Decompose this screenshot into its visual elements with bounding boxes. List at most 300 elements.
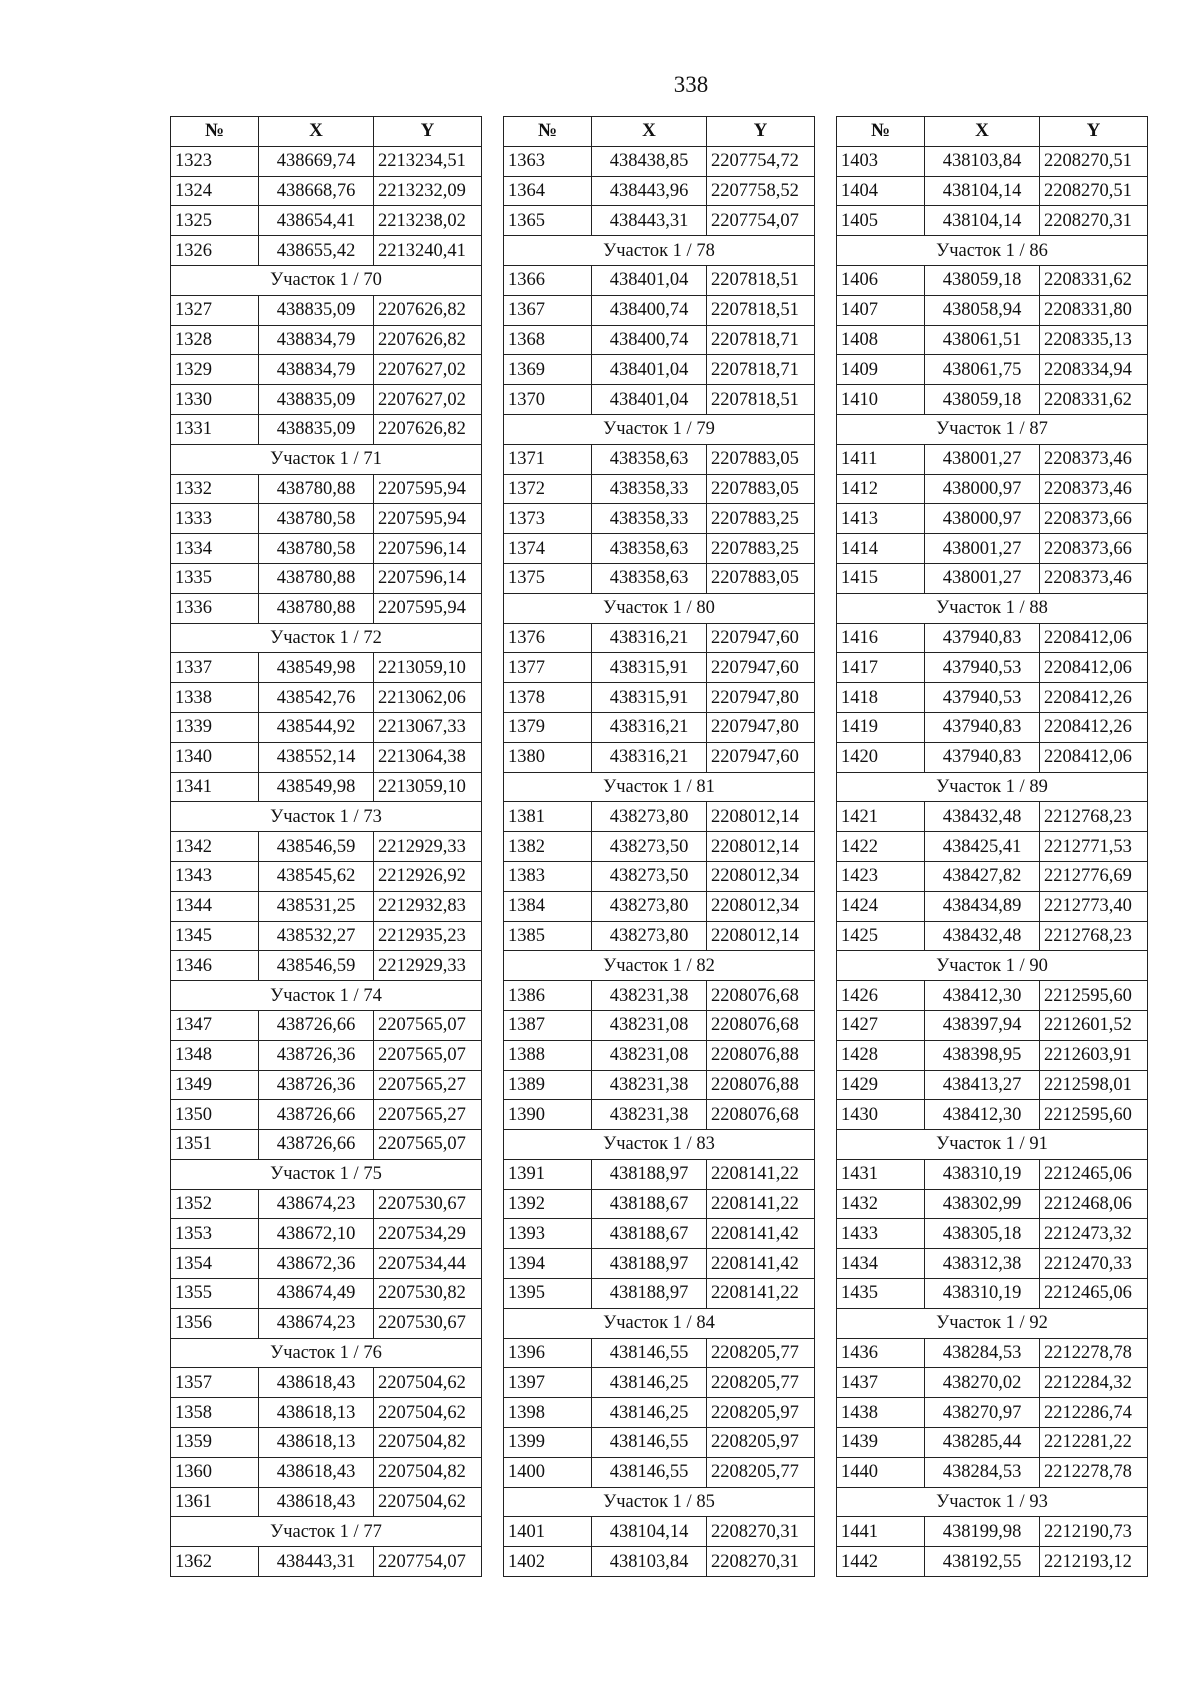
y-coordinate-cell: 2208012,34 (707, 861, 815, 891)
y-coordinate-cell: 2207504,62 (374, 1487, 482, 1517)
section-row (171, 802, 482, 832)
y-coordinate-cell: 2207818,51 (707, 385, 815, 415)
section-row (504, 1308, 815, 1338)
point-number-cell: 1401 (504, 1517, 592, 1547)
section-title: Участок 1 / 85 (504, 1487, 815, 1517)
point-number-cell: 1338 (171, 683, 259, 713)
x-coordinate-cell: 438192,55 (925, 1547, 1040, 1577)
table-row (171, 1308, 482, 1338)
x-coordinate-cell: 438401,04 (592, 355, 707, 385)
point-number-cell: 1408 (837, 325, 925, 355)
y-coordinate-cell: 2208270,31 (707, 1517, 815, 1547)
x-coordinate-cell: 438544,92 (259, 712, 374, 742)
table-row (504, 444, 815, 474)
y-coordinate-cell: 2212468,06 (1040, 1189, 1148, 1219)
x-coordinate-cell: 438146,25 (592, 1398, 707, 1428)
table-row (171, 832, 482, 862)
table-row (171, 772, 482, 802)
y-coordinate-cell: 2207565,07 (374, 1010, 482, 1040)
x-coordinate-cell: 438780,88 (259, 563, 374, 593)
point-number-cell: 1335 (171, 563, 259, 593)
y-coordinate-cell: 2207883,25 (707, 534, 815, 564)
table-row (504, 1428, 815, 1458)
table-header-row (504, 117, 815, 147)
point-number-cell: 1324 (171, 176, 259, 206)
y-coordinate-cell: 2213059,10 (374, 772, 482, 802)
x-coordinate-cell: 438780,88 (259, 593, 374, 623)
table-row (837, 981, 1148, 1011)
y-coordinate-cell: 2207818,71 (707, 325, 815, 355)
x-coordinate-cell: 438000,97 (925, 504, 1040, 534)
y-coordinate-cell: 2213062,06 (374, 683, 482, 713)
section-row (837, 772, 1148, 802)
table-row (171, 146, 482, 176)
point-number-cell: 1352 (171, 1189, 259, 1219)
section-row (837, 1308, 1148, 1338)
point-number-cell: 1379 (504, 712, 592, 742)
y-coordinate-cell: 2212929,33 (374, 832, 482, 862)
table-row (171, 1249, 482, 1279)
table-row (837, 861, 1148, 891)
point-number-cell: 1333 (171, 504, 259, 534)
point-number-cell: 1343 (171, 861, 259, 891)
point-number-cell: 1404 (837, 176, 925, 206)
x-coordinate-cell: 438432,48 (925, 921, 1040, 951)
point-number-cell: 1362 (171, 1547, 259, 1577)
y-coordinate-cell: 2208373,46 (1040, 563, 1148, 593)
table-row (171, 891, 482, 921)
x-coordinate-cell: 438549,98 (259, 653, 374, 683)
y-coordinate-cell: 2208412,06 (1040, 623, 1148, 653)
y-coordinate-cell: 2212926,92 (374, 861, 482, 891)
table-row (837, 1279, 1148, 1309)
y-coordinate-cell: 2212776,69 (1040, 861, 1148, 891)
table-row (837, 1547, 1148, 1577)
table-row (837, 474, 1148, 504)
y-coordinate-cell: 2208205,77 (707, 1457, 815, 1487)
section-title: Участок 1 / 89 (837, 772, 1148, 802)
x-coordinate-cell: 438001,27 (925, 563, 1040, 593)
x-coordinate-cell: 438103,84 (592, 1547, 707, 1577)
y-coordinate-cell: 2212598,01 (1040, 1070, 1148, 1100)
y-coordinate-cell: 2208076,68 (707, 1100, 815, 1130)
table-row (837, 623, 1148, 653)
section-row (504, 593, 815, 623)
table-row (837, 1189, 1148, 1219)
point-number-cell: 1393 (504, 1219, 592, 1249)
y-coordinate-cell: 2212935,23 (374, 921, 482, 951)
x-coordinate-cell: 438674,49 (259, 1279, 374, 1309)
x-coordinate-cell: 438059,18 (925, 385, 1040, 415)
header-number: № (171, 117, 259, 147)
y-coordinate-cell: 2208141,22 (707, 1159, 815, 1189)
x-coordinate-cell: 438358,33 (592, 504, 707, 534)
table-row (504, 981, 815, 1011)
x-coordinate-cell: 438273,50 (592, 861, 707, 891)
table-row (171, 653, 482, 683)
table-row (837, 1040, 1148, 1070)
section-title: Участок 1 / 90 (837, 951, 1148, 981)
y-coordinate-cell: 2207627,02 (374, 385, 482, 415)
point-number-cell: 1412 (837, 474, 925, 504)
coordinates-table-middle (503, 116, 815, 1577)
table-row (504, 1338, 815, 1368)
table-row (504, 206, 815, 236)
x-coordinate-cell: 438315,91 (592, 683, 707, 713)
table-row (504, 1457, 815, 1487)
y-coordinate-cell: 2213067,33 (374, 712, 482, 742)
table-row (504, 742, 815, 772)
y-coordinate-cell: 2212278,78 (1040, 1457, 1148, 1487)
table-row (504, 534, 815, 564)
point-number-cell: 1436 (837, 1338, 925, 1368)
point-number-cell: 1357 (171, 1368, 259, 1398)
point-number-cell: 1397 (504, 1368, 592, 1398)
point-number-cell: 1349 (171, 1070, 259, 1100)
table-row (504, 802, 815, 832)
point-number-cell: 1342 (171, 832, 259, 862)
section-title: Участок 1 / 91 (837, 1130, 1148, 1160)
point-number-cell: 1433 (837, 1219, 925, 1249)
y-coordinate-cell: 2207818,51 (707, 265, 815, 295)
point-number-cell: 1426 (837, 981, 925, 1011)
section-title: Участок 1 / 87 (837, 414, 1148, 444)
x-coordinate-cell: 437940,53 (925, 683, 1040, 713)
section-row (504, 772, 815, 802)
point-number-cell: 1411 (837, 444, 925, 474)
point-number-cell: 1340 (171, 742, 259, 772)
section-title: Участок 1 / 77 (171, 1517, 482, 1547)
x-coordinate-cell: 438545,62 (259, 861, 374, 891)
table-row (171, 295, 482, 325)
x-coordinate-cell: 438438,85 (592, 146, 707, 176)
table-row (171, 504, 482, 534)
point-number-cell: 1428 (837, 1040, 925, 1070)
section-row (171, 1517, 482, 1547)
table-row (171, 414, 482, 444)
x-coordinate-cell: 438427,82 (925, 861, 1040, 891)
x-coordinate-cell: 438058,94 (925, 295, 1040, 325)
table-row (837, 563, 1148, 593)
y-coordinate-cell: 2212603,91 (1040, 1040, 1148, 1070)
table-row (837, 1010, 1148, 1040)
y-coordinate-cell: 2207504,82 (374, 1428, 482, 1458)
y-coordinate-cell: 2208412,26 (1040, 712, 1148, 742)
table-row (504, 355, 815, 385)
table-row (504, 653, 815, 683)
point-number-cell: 1345 (171, 921, 259, 951)
table-row (171, 1219, 482, 1249)
table-row (504, 1279, 815, 1309)
x-coordinate-cell: 438199,98 (925, 1517, 1040, 1547)
section-title: Участок 1 / 71 (171, 444, 482, 474)
y-coordinate-cell: 2207596,14 (374, 563, 482, 593)
y-coordinate-cell: 2207565,07 (374, 1130, 482, 1160)
x-coordinate-cell: 438835,09 (259, 414, 374, 444)
table-row (837, 1338, 1148, 1368)
point-number-cell: 1356 (171, 1308, 259, 1338)
table-row (171, 1070, 482, 1100)
y-coordinate-cell: 2213232,09 (374, 176, 482, 206)
table-row (837, 742, 1148, 772)
x-coordinate-cell: 438618,43 (259, 1368, 374, 1398)
table-row (171, 1100, 482, 1130)
x-coordinate-cell: 438531,25 (259, 891, 374, 921)
table-row (837, 444, 1148, 474)
point-number-cell: 1359 (171, 1428, 259, 1458)
section-row (171, 444, 482, 474)
point-number-cell: 1380 (504, 742, 592, 772)
point-number-cell: 1396 (504, 1338, 592, 1368)
section-row (504, 1130, 815, 1160)
y-coordinate-cell: 2208205,77 (707, 1368, 815, 1398)
y-coordinate-cell: 2207818,71 (707, 355, 815, 385)
table-row (171, 236, 482, 266)
y-coordinate-cell: 2213238,02 (374, 206, 482, 236)
y-coordinate-cell: 2207530,67 (374, 1189, 482, 1219)
table-row (171, 1487, 482, 1517)
point-number-cell: 1394 (504, 1249, 592, 1279)
point-number-cell: 1407 (837, 295, 925, 325)
x-coordinate-cell: 437940,53 (925, 653, 1040, 683)
table-row (504, 921, 815, 951)
point-number-cell: 1336 (171, 593, 259, 623)
y-coordinate-cell: 2212190,73 (1040, 1517, 1148, 1547)
section-row (504, 1487, 815, 1517)
table-row (837, 832, 1148, 862)
x-coordinate-cell: 438146,55 (592, 1457, 707, 1487)
table-row (504, 1398, 815, 1428)
point-number-cell: 1368 (504, 325, 592, 355)
y-coordinate-cell: 2207565,07 (374, 1040, 482, 1070)
y-coordinate-cell: 2208270,51 (1040, 176, 1148, 206)
x-coordinate-cell: 438305,18 (925, 1219, 1040, 1249)
section-row (171, 981, 482, 1011)
y-coordinate-cell: 2207947,60 (707, 623, 815, 653)
x-coordinate-cell: 438834,79 (259, 355, 374, 385)
point-number-cell: 1376 (504, 623, 592, 653)
x-coordinate-cell: 438273,80 (592, 802, 707, 832)
section-title: Участок 1 / 86 (837, 236, 1148, 266)
y-coordinate-cell: 2207504,62 (374, 1398, 482, 1428)
y-coordinate-cell: 2212278,78 (1040, 1338, 1148, 1368)
section-row (837, 1487, 1148, 1517)
y-coordinate-cell: 2207883,05 (707, 474, 815, 504)
header-number: № (504, 117, 592, 147)
y-coordinate-cell: 2207947,60 (707, 653, 815, 683)
y-coordinate-cell: 2213059,10 (374, 653, 482, 683)
x-coordinate-cell: 437940,83 (925, 712, 1040, 742)
table-row (837, 653, 1148, 683)
section-row (837, 951, 1148, 981)
table-row (837, 1100, 1148, 1130)
point-number-cell: 1367 (504, 295, 592, 325)
point-number-cell: 1431 (837, 1159, 925, 1189)
y-coordinate-cell: 2207947,60 (707, 742, 815, 772)
x-coordinate-cell: 438231,38 (592, 1070, 707, 1100)
table-row (837, 683, 1148, 713)
x-coordinate-cell: 438432,48 (925, 802, 1040, 832)
table-header-row (171, 117, 482, 147)
x-coordinate-cell: 438443,31 (259, 1547, 374, 1577)
x-coordinate-cell: 438412,30 (925, 1100, 1040, 1130)
section-row (171, 265, 482, 295)
point-number-cell: 1435 (837, 1279, 925, 1309)
table-header-row (837, 117, 1148, 147)
point-number-cell: 1377 (504, 653, 592, 683)
y-coordinate-cell: 2212193,12 (1040, 1547, 1148, 1577)
y-coordinate-cell: 2212768,23 (1040, 921, 1148, 951)
y-coordinate-cell: 2208373,46 (1040, 474, 1148, 504)
table-row (504, 176, 815, 206)
table-row (171, 325, 482, 355)
y-coordinate-cell: 2212473,32 (1040, 1219, 1148, 1249)
point-number-cell: 1395 (504, 1279, 592, 1309)
table-row (171, 176, 482, 206)
section-title: Участок 1 / 79 (504, 414, 815, 444)
y-coordinate-cell: 2212595,60 (1040, 1100, 1148, 1130)
point-number-cell: 1391 (504, 1159, 592, 1189)
x-coordinate-cell: 438273,80 (592, 921, 707, 951)
y-coordinate-cell: 2213064,38 (374, 742, 482, 772)
y-coordinate-cell: 2208331,80 (1040, 295, 1148, 325)
table-row (504, 385, 815, 415)
x-coordinate-cell: 438270,02 (925, 1368, 1040, 1398)
point-number-cell: 1403 (837, 146, 925, 176)
point-number-cell: 1348 (171, 1040, 259, 1070)
y-coordinate-cell: 2208012,34 (707, 891, 815, 921)
x-coordinate-cell: 438358,63 (592, 444, 707, 474)
y-coordinate-cell: 2208270,31 (707, 1547, 815, 1577)
section-title: Участок 1 / 70 (171, 265, 482, 295)
section-title: Участок 1 / 80 (504, 593, 815, 623)
point-number-cell: 1389 (504, 1070, 592, 1100)
x-coordinate-cell: 438104,14 (925, 176, 1040, 206)
x-coordinate-cell: 438146,55 (592, 1428, 707, 1458)
table-row (837, 1457, 1148, 1487)
x-coordinate-cell: 438001,27 (925, 444, 1040, 474)
y-coordinate-cell: 2208141,42 (707, 1219, 815, 1249)
point-number-cell: 1332 (171, 474, 259, 504)
table-row (504, 563, 815, 593)
x-coordinate-cell: 438618,13 (259, 1398, 374, 1428)
point-number-cell: 1392 (504, 1189, 592, 1219)
point-number-cell: 1323 (171, 146, 259, 176)
table-row (837, 1249, 1148, 1279)
y-coordinate-cell: 2207754,72 (707, 146, 815, 176)
table-row (504, 832, 815, 862)
header-x: X (259, 117, 374, 147)
y-coordinate-cell: 2207565,27 (374, 1100, 482, 1130)
point-number-cell: 1427 (837, 1010, 925, 1040)
table-row (171, 1368, 482, 1398)
table-row (837, 1517, 1148, 1547)
x-coordinate-cell: 438146,25 (592, 1368, 707, 1398)
point-number-cell: 1370 (504, 385, 592, 415)
x-coordinate-cell: 438401,04 (592, 265, 707, 295)
table-row (504, 1189, 815, 1219)
table-row (171, 1279, 482, 1309)
x-coordinate-cell: 438674,23 (259, 1189, 374, 1219)
table-row (837, 176, 1148, 206)
point-number-cell: 1418 (837, 683, 925, 713)
y-coordinate-cell: 2208412,26 (1040, 683, 1148, 713)
point-number-cell: 1329 (171, 355, 259, 385)
y-coordinate-cell: 2207758,52 (707, 176, 815, 206)
y-coordinate-cell: 2208331,62 (1040, 265, 1148, 295)
point-number-cell: 1442 (837, 1547, 925, 1577)
point-number-cell: 1420 (837, 742, 925, 772)
section-row (504, 414, 815, 444)
y-coordinate-cell: 2208331,62 (1040, 385, 1148, 415)
table-row (504, 1517, 815, 1547)
table-row (837, 295, 1148, 325)
point-number-cell: 1423 (837, 861, 925, 891)
point-number-cell: 1344 (171, 891, 259, 921)
section-title: Участок 1 / 92 (837, 1308, 1148, 1338)
section-title: Участок 1 / 75 (171, 1159, 482, 1189)
point-number-cell: 1385 (504, 921, 592, 951)
point-number-cell: 1414 (837, 534, 925, 564)
x-coordinate-cell: 438104,14 (592, 1517, 707, 1547)
page-number: 338 (673, 72, 709, 97)
x-coordinate-cell: 438273,50 (592, 832, 707, 862)
y-coordinate-cell: 2212771,53 (1040, 832, 1148, 862)
y-coordinate-cell: 2207883,25 (707, 504, 815, 534)
point-number-cell: 1328 (171, 325, 259, 355)
y-coordinate-cell: 2207596,14 (374, 534, 482, 564)
table-row (504, 683, 815, 713)
x-coordinate-cell: 438061,75 (925, 355, 1040, 385)
point-number-cell: 1350 (171, 1100, 259, 1130)
point-number-cell: 1358 (171, 1398, 259, 1428)
table-row (171, 1398, 482, 1428)
y-coordinate-cell: 2208270,31 (1040, 206, 1148, 236)
x-coordinate-cell: 438231,08 (592, 1010, 707, 1040)
section-title: Участок 1 / 84 (504, 1308, 815, 1338)
x-coordinate-cell: 438310,19 (925, 1159, 1040, 1189)
point-number-cell: 1437 (837, 1368, 925, 1398)
y-coordinate-cell: 2208334,94 (1040, 355, 1148, 385)
x-coordinate-cell: 438443,31 (592, 206, 707, 236)
point-number-cell: 1365 (504, 206, 592, 236)
point-number-cell: 1413 (837, 504, 925, 534)
table-row (837, 504, 1148, 534)
x-coordinate-cell: 437940,83 (925, 623, 1040, 653)
section-title: Участок 1 / 72 (171, 623, 482, 653)
section-title: Участок 1 / 74 (171, 981, 482, 1011)
section-row (171, 1338, 482, 1368)
y-coordinate-cell: 2207565,27 (374, 1070, 482, 1100)
x-coordinate-cell: 438655,42 (259, 236, 374, 266)
table-row (837, 1159, 1148, 1189)
y-coordinate-cell: 2208141,42 (707, 1249, 815, 1279)
table-row (504, 504, 815, 534)
section-row (504, 951, 815, 981)
point-number-cell: 1440 (837, 1457, 925, 1487)
point-number-cell: 1325 (171, 206, 259, 236)
x-coordinate-cell: 438726,36 (259, 1070, 374, 1100)
x-coordinate-cell: 438726,66 (259, 1100, 374, 1130)
y-coordinate-cell: 2212286,74 (1040, 1398, 1148, 1428)
point-number-cell: 1331 (171, 414, 259, 444)
x-coordinate-cell: 438780,58 (259, 534, 374, 564)
x-coordinate-cell: 438316,21 (592, 712, 707, 742)
point-number-cell: 1371 (504, 444, 592, 474)
point-number-cell: 1425 (837, 921, 925, 951)
x-coordinate-cell: 438000,97 (925, 474, 1040, 504)
x-coordinate-cell: 438188,97 (592, 1279, 707, 1309)
